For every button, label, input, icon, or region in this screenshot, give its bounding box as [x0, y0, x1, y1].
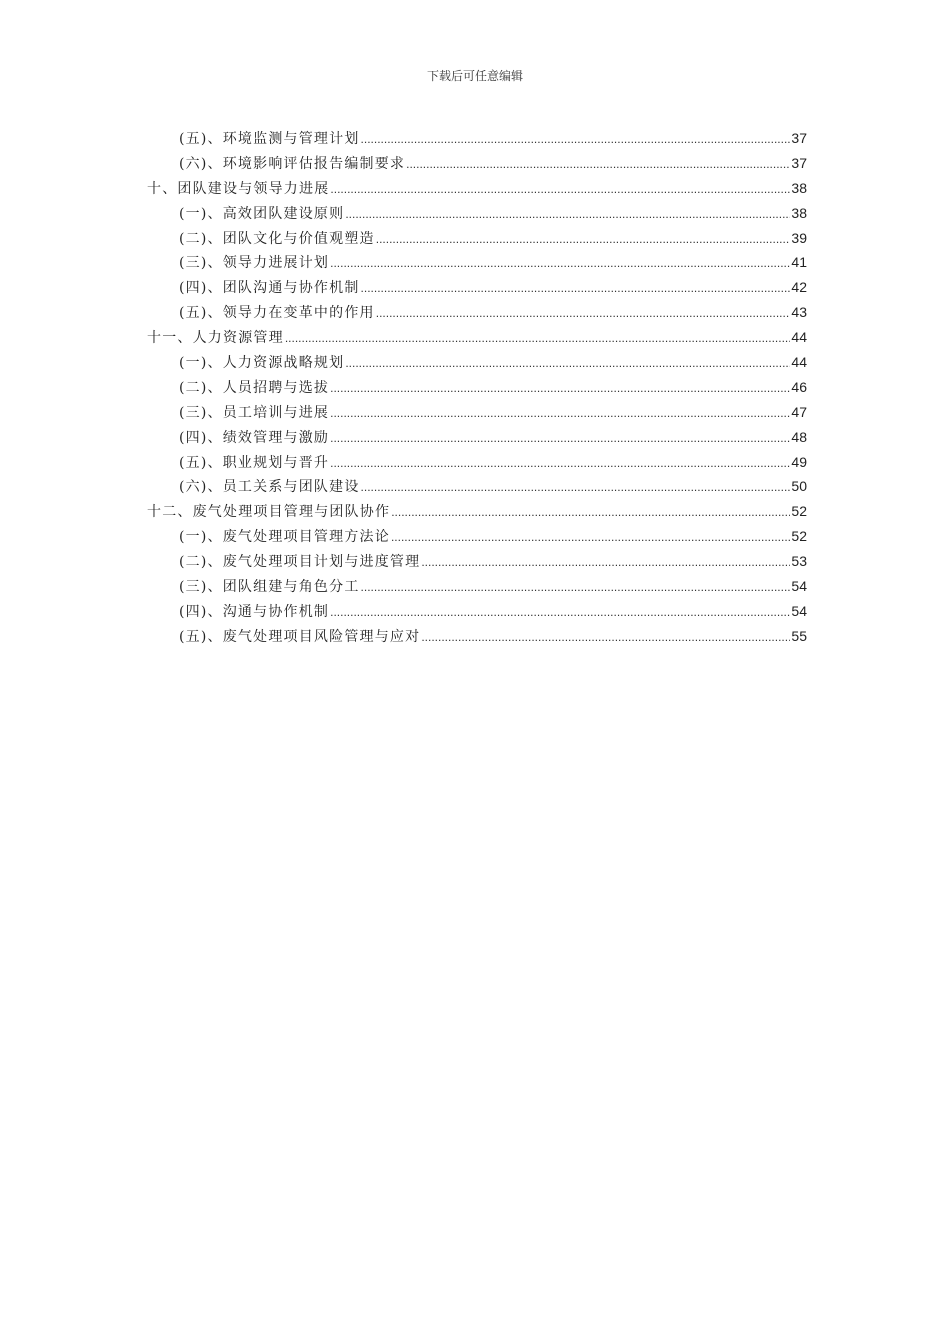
toc-dot-leader	[330, 600, 790, 625]
toc-section-entry[interactable]	[147, 549, 807, 574]
toc-dot-leader	[330, 426, 790, 451]
toc-chapter-entry[interactable]	[147, 325, 807, 350]
toc-section-entry[interactable]	[147, 126, 807, 151]
toc-dot-leader	[361, 475, 791, 500]
toc-page-number: 50	[791, 478, 807, 495]
toc-entry-title: (四)、团队沟通与协作机制	[179, 280, 360, 297]
table-of-contents	[147, 126, 807, 649]
toc-dot-leader	[330, 177, 790, 202]
toc-page-number: 38	[791, 204, 807, 221]
toc-page-number: 44	[791, 329, 807, 346]
toc-entry-title: (一)、废气处理项目管理方法论	[179, 529, 390, 546]
toc-page-number: 55	[791, 627, 807, 644]
toc-dot-leader	[330, 401, 790, 426]
toc-section-entry[interactable]	[147, 574, 807, 599]
toc-dot-leader	[376, 301, 791, 326]
toc-page-number: 52	[791, 528, 807, 545]
toc-page-number: 48	[791, 428, 807, 445]
toc-section-entry[interactable]	[147, 275, 807, 300]
toc-section-entry[interactable]	[147, 151, 807, 176]
toc-page-number: 42	[791, 279, 807, 296]
toc-entry-title: (五)、废气处理项目风险管理与应对	[179, 628, 421, 645]
toc-section-entry[interactable]	[147, 201, 807, 226]
toc-entry-title: (一)、人力资源战略规划	[179, 355, 345, 372]
toc-dot-leader	[361, 127, 791, 152]
toc-section-entry[interactable]	[147, 425, 807, 450]
toc-section-entry[interactable]	[147, 375, 807, 400]
toc-page-number: 38	[791, 179, 807, 196]
toc-entry-title: (二)、废气处理项目计划与进度管理	[179, 554, 421, 571]
toc-page-number: 37	[791, 154, 807, 171]
toc-page-number: 49	[791, 453, 807, 470]
toc-page-number: 54	[791, 602, 807, 619]
toc-entry-title: (三)、领导力进展计划	[179, 255, 330, 272]
toc-entry-title: (五)、环境监测与管理计划	[179, 131, 360, 147]
toc-page-number: 41	[791, 254, 807, 271]
toc-section-entry[interactable]	[147, 474, 807, 499]
toc-dot-leader	[406, 152, 790, 177]
toc-dot-leader	[330, 251, 790, 276]
toc-dot-leader	[361, 276, 791, 301]
toc-dot-leader	[421, 550, 790, 575]
toc-entry-title: (三)、团队组建与角色分工	[179, 579, 360, 596]
toc-entry-title: (二)、人员招聘与选拔	[179, 379, 330, 396]
toc-entry-title: (五)、职业规划与晋升	[179, 454, 330, 471]
toc-page-number: 46	[791, 378, 807, 395]
toc-entry-title: 十、团队建设与领导力进展	[147, 180, 330, 197]
toc-section-entry[interactable]	[147, 599, 807, 624]
toc-dot-leader	[391, 500, 790, 525]
toc-entry-title: (二)、团队文化与价值观塑造	[179, 230, 375, 247]
toc-dot-leader	[330, 376, 790, 401]
toc-page-number: 47	[791, 403, 807, 420]
toc-entry-title: (五)、领导力在变革中的作用	[179, 305, 375, 322]
page-header: 下载后可任意编辑	[426, 69, 523, 83]
toc-chapter-entry[interactable]	[147, 176, 807, 201]
toc-section-entry[interactable]	[147, 250, 807, 275]
toc-dot-leader	[345, 202, 790, 227]
toc-dot-leader	[345, 351, 790, 376]
toc-dot-leader	[330, 451, 790, 476]
toc-section-entry[interactable]	[147, 624, 807, 649]
toc-page-number: 44	[791, 354, 807, 371]
toc-page-number: 53	[791, 553, 807, 570]
toc-entry-title: (六)、环境影响评估报告编制要求	[179, 155, 406, 172]
toc-page-number: 39	[791, 229, 807, 246]
toc-dot-leader	[376, 227, 791, 252]
toc-dot-leader	[421, 625, 790, 650]
toc-entry-title: (四)、沟通与协作机制	[179, 603, 330, 620]
toc-page-number: 52	[791, 503, 807, 520]
toc-entry-title: 十二、废气处理项目管理与团队协作	[147, 504, 391, 521]
toc-section-entry[interactable]	[147, 350, 807, 375]
toc-section-entry[interactable]	[147, 524, 807, 549]
toc-section-entry[interactable]	[147, 400, 807, 425]
toc-dot-leader	[285, 326, 791, 351]
toc-page-number: 43	[791, 304, 807, 321]
toc-page-number: 37	[791, 130, 807, 146]
toc-entry-title: 十一、人力资源管理	[147, 330, 284, 347]
toc-entry-title: (六)、员工关系与团队建设	[179, 479, 360, 496]
toc-entry-title: (四)、绩效管理与激励	[179, 429, 330, 446]
toc-chapter-entry[interactable]	[147, 499, 807, 524]
toc-page-number: 54	[791, 578, 807, 595]
toc-entry-title: (三)、员工培训与进展	[179, 404, 330, 421]
toc-dot-leader	[361, 575, 791, 600]
toc-entry-title: (一)、高效团队建设原则	[179, 205, 345, 222]
toc-dot-leader	[391, 525, 790, 550]
toc-section-entry[interactable]	[147, 226, 807, 251]
toc-section-entry[interactable]	[147, 300, 807, 325]
toc-section-entry[interactable]	[147, 450, 807, 475]
